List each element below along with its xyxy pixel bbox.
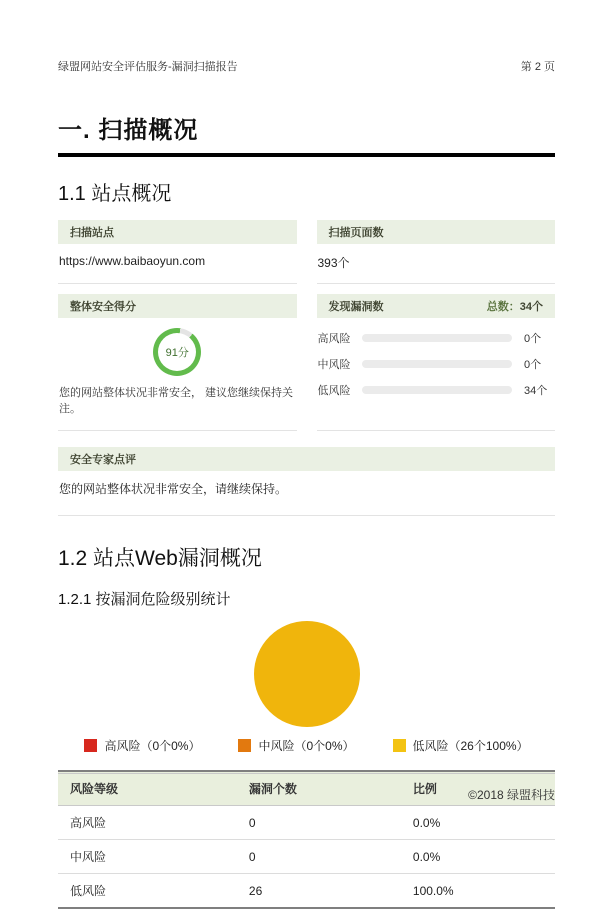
- vuln-bar-row-medium: [318, 356, 555, 372]
- expert-review-label: 安全专家点评: [70, 454, 136, 466]
- legend-item-high: [84, 737, 200, 754]
- table-cell-level: 低风险: [70, 884, 107, 898]
- security-score-value: 91分: [158, 333, 196, 371]
- vuln-bar-track: [362, 334, 513, 342]
- legend-item-low: [393, 737, 529, 754]
- scan-pages-label: 扫描页面数: [328, 227, 384, 239]
- footer-divider: [58, 773, 555, 774]
- legend-swatch-high: [84, 739, 97, 752]
- table-header-count: 漏洞个数: [237, 771, 401, 806]
- vuln-count-total: [487, 298, 543, 314]
- expert-review-text: 您的网站整体状况非常安全，请继续保持。: [59, 482, 288, 496]
- table-cell-ratio: 0.0%: [401, 840, 555, 874]
- legend-label-medium: 中风险（0个0%）: [258, 739, 355, 753]
- section-title: 一. 扫描概况: [58, 117, 199, 144]
- security-score-box: [58, 294, 297, 431]
- vuln-count-total-value: 34个: [519, 301, 543, 313]
- vuln-bar-value: 0个: [524, 333, 542, 345]
- security-score-comment: 您的网站整体状况非常安全， 建议您继续保持关注。: [59, 387, 294, 415]
- footer-copyright: ©2018 绿盟科技: [468, 788, 555, 802]
- vuln-bar-value: 34个: [524, 385, 548, 397]
- scan-site-label: 扫描站点: [70, 227, 114, 239]
- pie-legend: [58, 737, 555, 754]
- legend-label-high: 高风险（0个0%）: [104, 739, 201, 753]
- expert-review-header: [58, 447, 555, 471]
- table-row: [58, 806, 555, 840]
- subsubsection-risk-stats-title: 1.2.1 按漏洞危险级别统计: [58, 591, 231, 608]
- vuln-count-bars: [317, 318, 556, 410]
- vuln-bar-row-low: [318, 382, 555, 398]
- legend-item-medium: [238, 737, 354, 754]
- legend-swatch-medium: [238, 739, 251, 752]
- vuln-bar-label: 低风险: [317, 385, 351, 397]
- security-score-gauge: [153, 328, 201, 376]
- vuln-count-total-label: 总数：: [486, 301, 520, 313]
- table-cell-count: 26: [248, 883, 263, 898]
- section-title-rule: [58, 153, 555, 157]
- vuln-count-label: 发现漏洞数: [328, 301, 384, 313]
- vuln-count-header: [317, 294, 556, 318]
- scan-pages-value: 393个: [317, 256, 350, 270]
- subsection-web-vuln-title: 1.2 站点Web漏洞概况: [58, 547, 262, 570]
- pie-chart: [254, 621, 360, 727]
- table-header-ratio: 比例: [401, 771, 555, 806]
- table-cell-ratio: 100.0%: [412, 883, 454, 898]
- security-score-gauge-wrap: [58, 318, 297, 382]
- doc-header-title: 绿盟网站安全评估服务-漏洞扫描报告: [58, 61, 238, 73]
- vuln-count-box: [317, 294, 556, 431]
- doc-footer: [58, 773, 555, 803]
- security-score-label: 整体安全得分: [70, 301, 136, 313]
- vuln-bar-row-high: [318, 330, 555, 346]
- page-number: 第 2 页: [520, 61, 555, 73]
- table-cell-count: 0: [237, 840, 401, 874]
- vuln-bar-value: 0个: [524, 359, 542, 371]
- table-row: [58, 874, 555, 909]
- pie-chart-wrap: [58, 621, 555, 727]
- legend-swatch-low: [393, 739, 406, 752]
- vuln-bar-track: [362, 386, 513, 394]
- table-cell-level: 高风险: [58, 806, 237, 840]
- site-overview-grid: [58, 220, 555, 441]
- scan-pages-header: [317, 220, 556, 244]
- table-header-level: 风险等级: [58, 771, 237, 806]
- scan-site-value: https://www.baibaoyun.com: [59, 254, 206, 268]
- table-row: [58, 840, 555, 874]
- table-cell-ratio: 0.0%: [401, 806, 555, 840]
- doc-header: [58, 0, 555, 74]
- scan-site-header: [58, 220, 297, 244]
- vuln-bar-label: 中风险: [317, 359, 351, 371]
- scan-pages-box: [317, 220, 556, 284]
- table-cell-level: 中风险: [58, 840, 237, 874]
- security-score-header: [58, 294, 297, 318]
- vuln-bar-label: 高风险: [317, 333, 351, 345]
- expert-review-box: [58, 447, 555, 516]
- legend-label-low: 低风险（26个100%）: [412, 739, 529, 753]
- subsection-site-overview-title: 1.1 站点概况: [58, 183, 172, 205]
- table-cell-count: 0: [237, 806, 401, 840]
- scan-site-box: [58, 220, 297, 284]
- vuln-bar-track: [362, 360, 513, 368]
